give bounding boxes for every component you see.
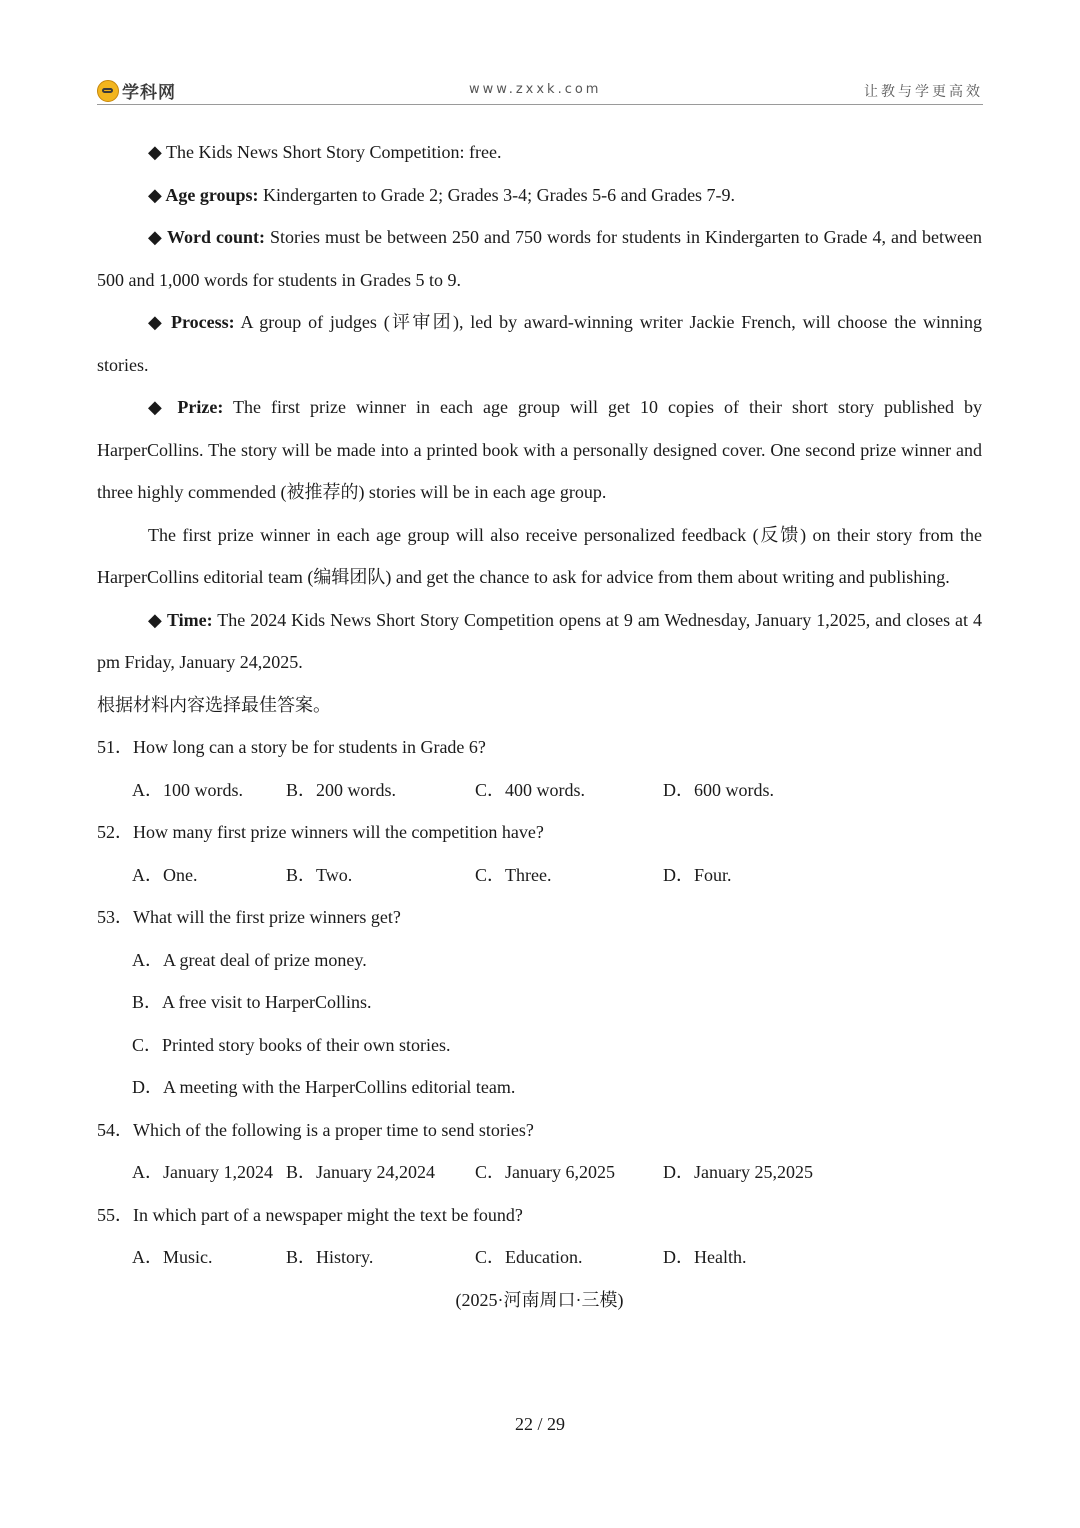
competition-line: ◆ The Kids News Short Story Competition: free. [148,142,502,162]
question-54: 54．Which of the following is a proper time to send stories? [97,1119,534,1140]
option-d[interactable]: D．600 words. [663,779,774,800]
option-b[interactable]: B．A free visit to HarperCollins. [132,992,372,1012]
age-groups-label: Age groups: [165,184,259,205]
option-d[interactable]: D．Health. [663,1247,747,1267]
option-b[interactable]: B．Two. [286,864,353,885]
site-url: www.zxxk.com [469,82,602,97]
word-count-paragraph: ◆ Word count: Stories must be between 250 and 750 words for students in Kindergarten to Grade 4, and between 500 and 1,000 words for students in Grades 5 to 9. [97,227,982,290]
instruction: 根据材料内容选择最佳答案。 [97,694,331,715]
question-55: 55．In which part of a newspaper might the text be found? [97,1204,523,1225]
option-a[interactable]: A．January 1,2024 [132,1162,273,1182]
option-c[interactable]: C．Education. [475,1247,583,1267]
document-content [97,131,982,1321]
option-c[interactable]: C．400 words. [475,779,586,800]
age-groups-paragraph: ◆ Age groups: Kindergarten to Grade 2; Grades 3-4; Grades 5-6 and Grades 7-9. [148,184,736,205]
option-a[interactable]: A．100 words. [132,779,243,800]
bullet-icon: ◆ [148,184,162,205]
option-d[interactable]: D．A meeting with the HarperCollins editorial team. [132,1077,516,1097]
options-52 [97,854,982,897]
options-51 [97,769,982,812]
bullet-icon: ◆ [148,609,163,630]
question-51: 51．How long can a story be for students in Grade 6? [97,737,486,757]
time-label: Time: [166,609,213,630]
prize-label: Prize: [177,397,224,417]
bullet-icon: ◆ [148,312,165,332]
option-b[interactable]: B．History. [286,1247,374,1267]
option-c[interactable]: C．January 6,2025 [475,1162,615,1182]
bullet-icon: ◆ [148,397,168,417]
process-paragraph: ◆ Process: A group of judges (评审团), led by award-winning writer Jackie French, will choose the winning stories. [97,312,983,375]
options-55 [97,1236,982,1279]
process-label: Process: [171,312,235,332]
option-d[interactable]: D．January 25,2025 [663,1162,813,1182]
option-a[interactable]: A．A great deal of prize money. [132,949,367,970]
option-c[interactable]: C．Three. [475,864,552,885]
option-b[interactable]: B．200 words. [286,779,397,800]
logo-text: 学科网 [122,83,176,103]
site-logo [97,78,176,103]
option-a[interactable]: A．Music. [132,1247,213,1267]
bullet-icon: ◆ [148,227,163,247]
question-52: 52．How many first prize winners will the competition have? [97,822,544,842]
question-53: 53．What will the first prize winners get? [97,907,401,927]
word-count-label: Word count: [167,227,266,247]
prize-paragraph: ◆ Prize: The first prize winner in each age group will get 10 copies of their short story published by HarperCollins. The story will be made into a printed book with a personally designed cover. One second prize winner and three highly commended (被推荐的) stories will be in each age group. [97,397,982,502]
option-d[interactable]: D．Four. [663,864,732,885]
bullet-icon: ◆ [148,142,162,162]
option-a[interactable]: A．One. [132,864,198,885]
options-54 [97,1151,982,1194]
exam-source: (2025·河南周口·三模) [455,1289,624,1310]
option-b[interactable]: B．January 24,2024 [286,1162,435,1182]
graduation-cap-icon [97,80,119,102]
option-c[interactable]: C．Printed story books of their own stories. [132,1034,451,1055]
site-slogan: 让教与学更高效 [864,84,983,100]
page-header [97,74,983,105]
feedback-paragraph: The first prize winner in each age group will also receive personalized feedback (反馈) on their story from the HarperCollins editorial team (编辑团队) and get the chance to ask for advice from them about writing and publishing. [97,524,982,587]
time-paragraph: ◆ Time: The 2024 Kids News Short Story Competition opens at 9 am Wednesday, January 1,2025, and closes at 4 pm Friday, January 24,2025. [97,609,982,672]
page-number: 22 / 29 [514,1414,565,1434]
